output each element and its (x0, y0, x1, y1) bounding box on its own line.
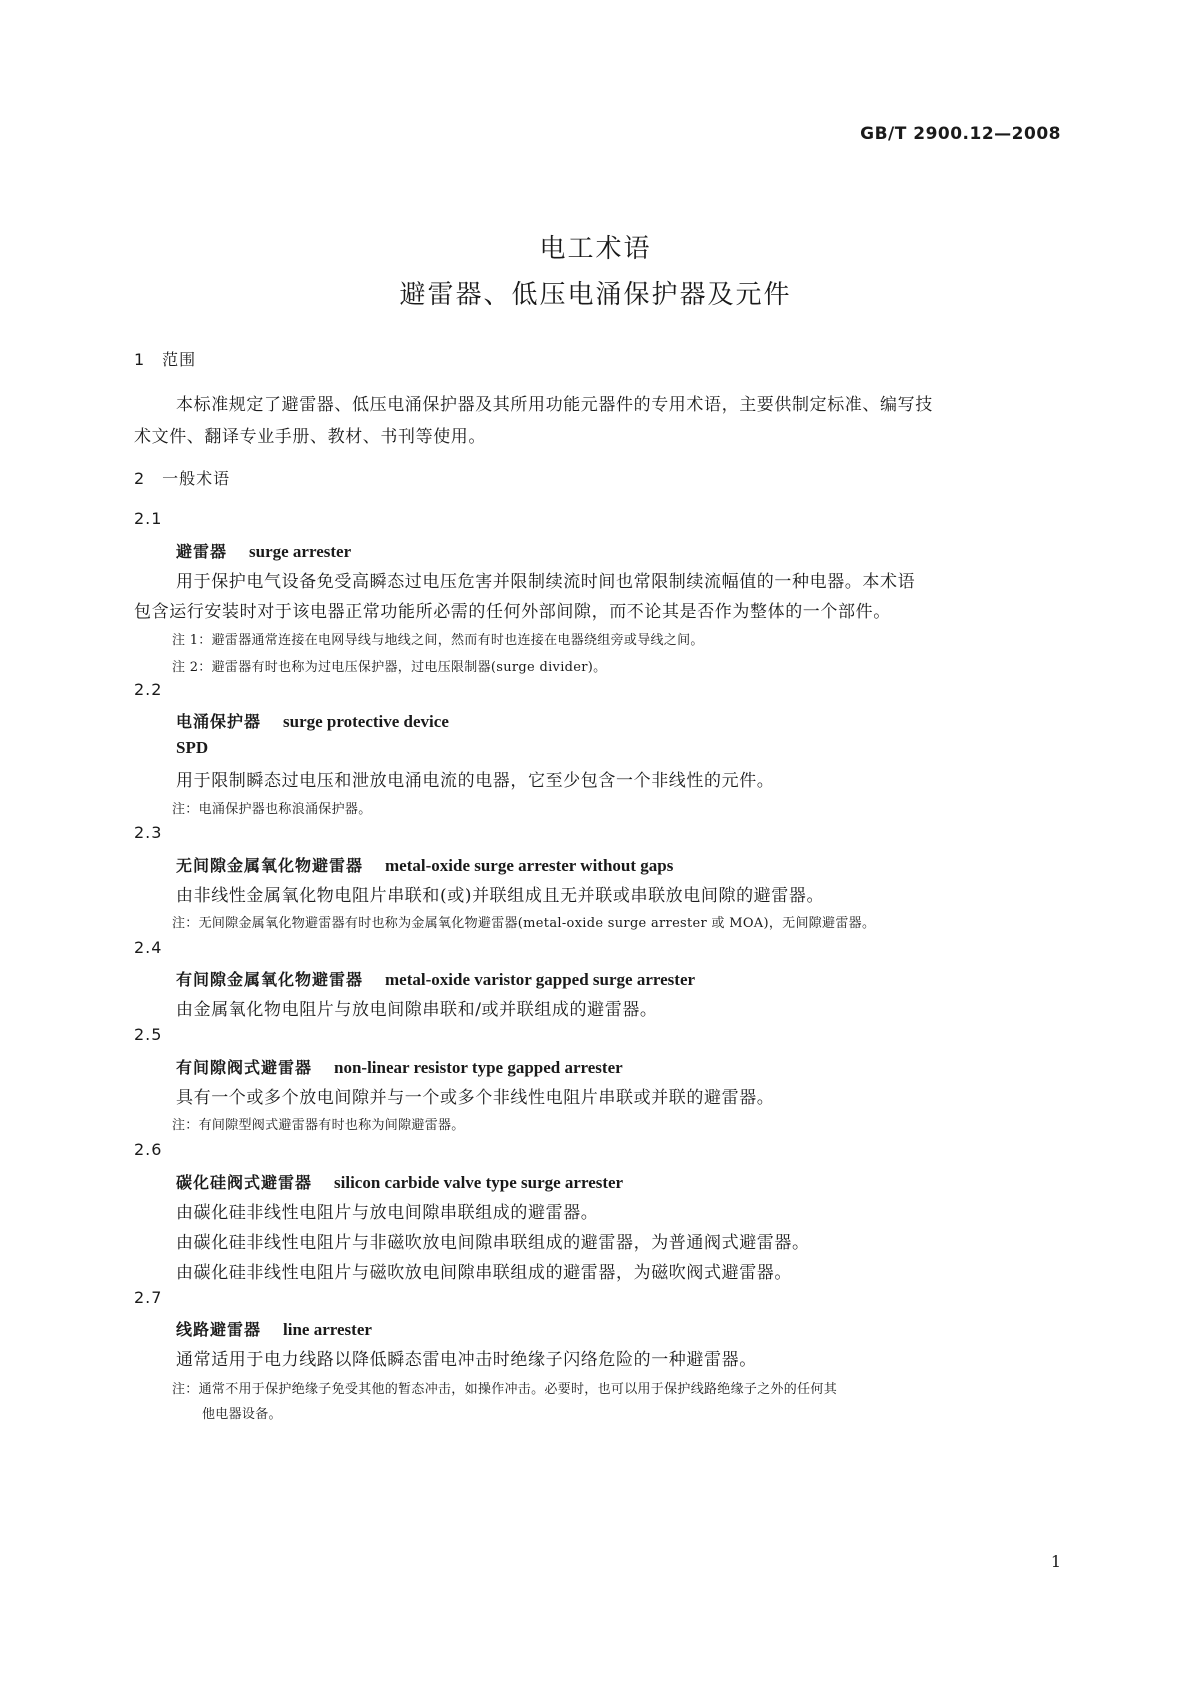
term-note: 注：电涌保护器也称浪涌保护器。 (172, 802, 372, 817)
term-zh: 线路避雷器 (176, 1320, 262, 1339)
term-number: 2.7 (134, 1288, 163, 1307)
term-heading (176, 967, 695, 990)
term-definition-line: 由碳化硅非线性电阻片与非磁吹放电间隙串联组成的避雷器，为普通阀式避雷器。 (176, 1233, 810, 1253)
term-zh: 碳化硅阀式避雷器 (176, 1173, 313, 1192)
term-note: 注 2：避雷器有时也称为过电压保护器，过电压限制器(surge divider)。 (172, 660, 607, 675)
section-heading-scope: 1 范围 (134, 350, 197, 369)
scope-paragraph-line1: 本标准规定了避雷器、低压电涌保护器及其所用功能元器件的专用术语，主要供制定标准、编写技 (176, 395, 933, 415)
term-en: surge arrester (249, 542, 352, 561)
document-title-line1: 电工术语 (539, 234, 652, 264)
term-heading (176, 709, 449, 732)
term-zh: 电涌保护器 (176, 712, 262, 731)
term-en: metal-oxide varistor gapped surge arrester (385, 970, 696, 989)
term-heading (176, 1055, 623, 1078)
term-number: 2.1 (134, 509, 163, 528)
term-note-continuation: 他电器设备。 (202, 1407, 282, 1422)
term-abbreviation: SPD (176, 738, 209, 757)
term-en: silicon carbide valve type surge arrester (334, 1173, 624, 1192)
term-heading (176, 539, 351, 562)
term-definition-line: 由非线性金属氧化物电阻片串联和(或)并联组成且无并联或串联放电间隙的避雷器。 (176, 886, 825, 906)
term-definition-line: 由金属氧化物电阻片与放电间隙串联和/或并联组成的避雷器。 (176, 1000, 658, 1020)
term-en: line arrester (283, 1320, 372, 1339)
term-note: 注 1：避雷器通常连接在电网导线与地线之间，然而有时也连接在电器绕组旁或导线之间。 (172, 633, 704, 648)
standard-number: GB/T 2900.12—2008 (860, 124, 1061, 144)
term-definition-line: 用于保护电气设备免受高瞬态过电压危害并限制续流时间也常限制续流幅值的一种电器。本术语 (176, 572, 916, 592)
term-definition-line: 由碳化硅非线性电阻片与磁吹放电间隙串联组成的避雷器，为磁吹阀式避雷器。 (176, 1263, 792, 1283)
term-zh: 有间隙阀式避雷器 (176, 1058, 313, 1077)
term-definition-line: 包含运行安装时对于该电器正常功能所必需的任何外部间隙，而不论其是否作为整体的一个部件。 (134, 602, 891, 622)
term-note: 注：通常不用于保护绝缘子免受其他的暂态冲击，如操作冲击。必要时，也可以用于保护线路绝缘子之外的任何其 (172, 1382, 838, 1397)
term-number: 2.4 (134, 938, 163, 957)
term-definition-line: 用于限制瞬态过电压和泄放电涌电流的电器，它至少包含一个非线性的元件。 (176, 771, 775, 791)
page-number: 1 (1050, 1552, 1061, 1571)
term-en: non-linear resistor type gapped arrester (334, 1058, 623, 1077)
term-zh: 无间隙金属氧化物避雷器 (176, 856, 364, 875)
scope-paragraph-line2: 术文件、翻译专业手册、教材、书刊等使用。 (134, 427, 486, 447)
document-title-line2: 避雷器、低压电涌保护器及元件 (399, 280, 792, 310)
term-number: 2.5 (134, 1025, 163, 1044)
term-en: metal-oxide surge arrester without gaps (385, 856, 674, 875)
term-heading (176, 853, 673, 876)
term-definition-line: 具有一个或多个放电间隙并与一个或多个非线性电阻片串联或并联的避雷器。 (176, 1088, 775, 1108)
term-number: 2.3 (134, 823, 163, 842)
term-zh: 有间隙金属氧化物避雷器 (176, 970, 364, 989)
term-heading (176, 1170, 623, 1193)
term-en: surge protective device (283, 712, 449, 731)
term-number: 2.2 (134, 680, 163, 699)
term-note: 注：无间隙金属氧化物避雷器有时也称为金属氧化物避雷器(metal-oxide surge arrester 或 MOA)，无间隙避雷器。 (172, 916, 876, 931)
term-note: 注：有间隙型阀式避雷器有时也称为间隙避雷器。 (172, 1118, 465, 1133)
section-heading-general-terms: 2 一般术语 (134, 469, 231, 488)
term-definition-line: 由碳化硅非线性电阻片与放电间隙串联组成的避雷器。 (176, 1203, 599, 1223)
term-definition-line: 通常适用于电力线路以降低瞬态雷电冲击时绝缘子闪络危险的一种避雷器。 (176, 1350, 757, 1370)
term-heading (176, 1317, 372, 1340)
term-number: 2.6 (134, 1140, 163, 1159)
term-zh: 避雷器 (176, 542, 228, 561)
